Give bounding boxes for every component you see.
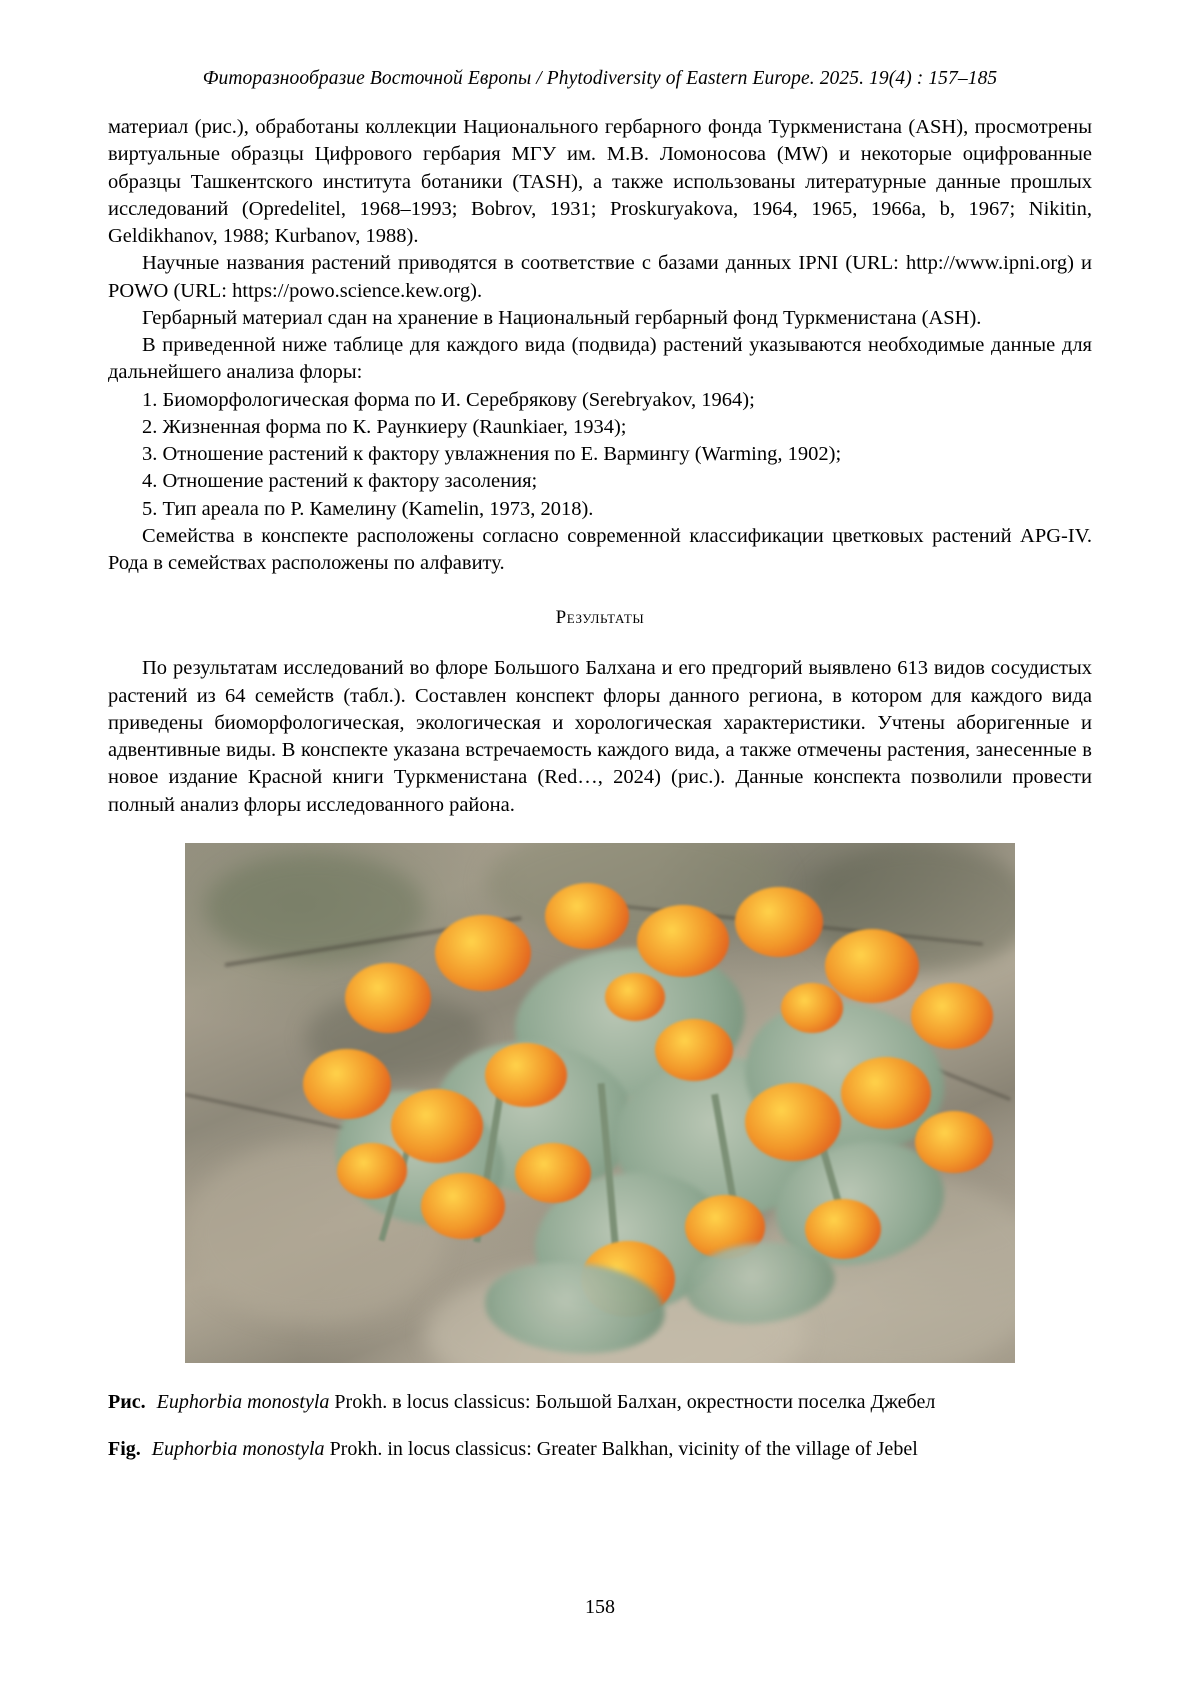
inflorescence-cluster	[337, 1143, 407, 1199]
inflorescence-cluster	[515, 1143, 591, 1203]
inflorescence-cluster	[805, 1199, 881, 1259]
figure-container	[108, 843, 1092, 1363]
inflorescence-cluster	[435, 915, 531, 991]
inflorescence-cluster	[303, 1049, 391, 1119]
caption-rest-ru: Prokh. в locus classicus: Большой Балхан, окрестности поселка Джебел	[329, 1390, 936, 1413]
section-heading-results: Результаты	[555, 607, 645, 629]
paragraph-5: Семейства в конспекте расположены согласно современной классификации цветковых растений APG-IV. Рода в семействах расположены по алфавиту.	[108, 524, 1092, 574]
caption-species-en: Euphorbia monostyla	[151, 1437, 325, 1460]
inflorescence-cluster	[781, 983, 843, 1033]
running-head: Фиторазнообразие Восточной Европы / Phytodiversity of Eastern Europe. 2025. 19(4) : 157–185	[202, 68, 998, 89]
paragraph-3: Гербарный материал сдан на хранение в Национальный гербарный фонд Туркменистана (ASH).	[142, 306, 982, 329]
inflorescence-cluster	[911, 983, 993, 1049]
inflorescence-cluster	[637, 905, 729, 977]
inflorescence-cluster	[841, 1057, 931, 1129]
paragraph-1: материал (рис.), обработаны коллекции Национального гербарного фонда Туркменистана (ASH), просмотрены виртуальные образцы Цифрового гербария МГУ им. М.В. Ломоносова (MW) и некоторые оцифрованные образцы Ташкентского института ботаники (TASH), а также использованы литературные данные прошлых исследований (Opredelitel, 1968–1993; Bobrov, 1931; Proskuryakova, 1964, 1965, 1966a, b, 1967; Nikitin, Geldikhanov, 1988; Kurbanov, 1988).	[108, 116, 1092, 247]
inflorescence-cluster	[545, 883, 629, 949]
article-body	[108, 114, 1092, 577]
list-item: 5. Тип ареала по Р. Камелину (Kamelin, 1973, 2018).	[142, 497, 594, 520]
paragraph-4: В приведенной ниже таблице для каждого вида (подвида) растений указываются необходимые данные для дальнейшего анализа флоры:	[108, 334, 1092, 384]
article-body-results	[108, 655, 1092, 819]
figure-image-euphorbia-monostyla	[185, 843, 1015, 1363]
caption-species-ru: Euphorbia monostyla	[156, 1390, 330, 1413]
paragraph-6: По результатам исследований во флоре Большого Балхана и его предгорий выявлено 613 видов сосудистых растений из 64 семейств (табл.). Составлен конспект флоры данного региона, в котором для каждого вида приведены биоморфологическая, экологическая и хорологическая характеристики. Учтены аборигенные и адвентивные виды. В конспекте указана встречаемость каждого вида, а также отмечены растения, занесенные в новое издание Красной книги Туркменистана (Red…, 2024) (рис.). Данные конспекта позволили провести полный анализ флоры исследованного района.	[108, 657, 1092, 816]
figure-caption-ru	[108, 1389, 1092, 1416]
list-item: 4. Отношение растений к фактору засоления;	[142, 470, 538, 493]
rock-texture-patch	[205, 853, 425, 963]
paragraph-2: Научные названия растений приводятся в соответствие с базами данных IPNI (URL: http://www.ipni.org) и POWO (URL: https://powo.science.kew.org).	[108, 252, 1092, 302]
caption-rest-en: Prokh. in locus classicus: Greater Balkhan, vicinity of the village of Jebel	[324, 1437, 918, 1460]
inflorescence-cluster	[421, 1173, 505, 1239]
caption-label-en: Fig.	[108, 1437, 141, 1460]
inflorescence-cluster	[345, 963, 431, 1033]
list-item: 1. Биоморфологическая форма по И. Серебрякову (Serebryakov, 1964);	[142, 388, 755, 411]
inflorescence-cluster	[391, 1089, 483, 1163]
inflorescence-cluster	[655, 1019, 733, 1081]
page-number: 158	[585, 1596, 615, 1618]
inflorescence-cluster	[735, 887, 823, 957]
caption-label-ru: Рис.	[108, 1390, 146, 1413]
inflorescence-cluster	[485, 1043, 567, 1107]
inflorescence-cluster	[745, 1083, 841, 1161]
figure-caption-en	[108, 1436, 1092, 1463]
inflorescence-cluster	[825, 929, 919, 1003]
list-item: 2. Жизненная форма по К. Раункиеру (Raunkiaer, 1934);	[142, 415, 627, 438]
list-item: 3. Отношение растений к фактору увлажнения по Е. Вармингу (Warming, 1902);	[142, 443, 842, 465]
inflorescence-cluster	[605, 973, 665, 1021]
inflorescence-cluster	[915, 1111, 993, 1173]
